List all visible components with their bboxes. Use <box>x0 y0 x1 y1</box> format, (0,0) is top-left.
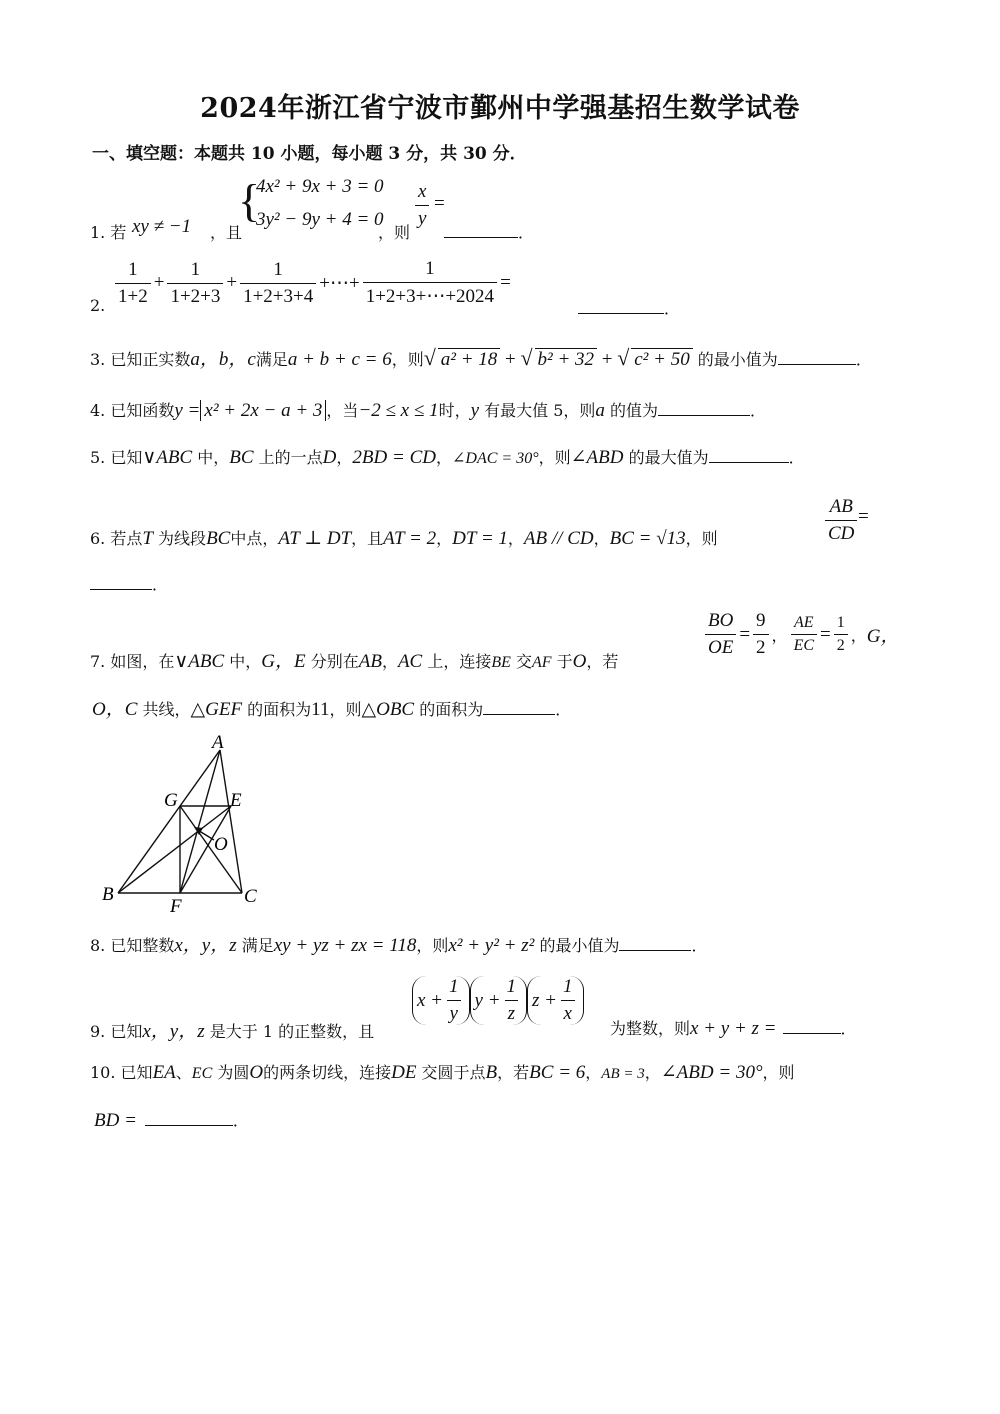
answer-blank[interactable] <box>658 399 750 416</box>
segment-ab <box>118 750 220 893</box>
page-title: 2024年浙江省宁波市鄞州中学强基招生数学试卷 <box>200 93 800 124</box>
answer-blank[interactable] <box>709 446 789 463</box>
segment-gc <box>180 806 242 893</box>
question-4: 4. 已知函数y = x² + 2x − a + 3 ，当−2 ≤ x ≤ 1时，y 有最大值 5，则a 的值为 ． <box>90 400 767 421</box>
label-b: B <box>102 884 114 905</box>
triangle-figure <box>96 728 296 918</box>
answer-blank[interactable] <box>783 1017 841 1034</box>
answer-blank[interactable] <box>778 348 856 365</box>
question-5: 5. 已知∨ABC 中，BC 上的一点D，2BD = CD，∠DAC = 30°，则∠ABD 的最大值为 ． <box>90 447 805 468</box>
question-10-line2: BD = ． <box>94 1110 249 1131</box>
section-heading: 一、填空题：本题共 10 小题，每小题 3 分，共 30 分． <box>92 144 527 164</box>
label-e: E <box>230 790 242 811</box>
question-10: 10. 已知EA、EC 为圆O的两条切线，连接DE 交圆于点B，若BC = 6，AB = 3，∠ABD = 30°，则 <box>90 1062 795 1083</box>
segment-ac <box>220 750 242 893</box>
label-a: A <box>212 732 224 753</box>
answer-blank[interactable] <box>444 221 518 238</box>
answer-blank[interactable] <box>578 297 664 314</box>
question-3: 3. 已知正实数a，b，c满足a + b + c = 6，则√ a² + 18 + √ b² + 32 + √ c² + 50 的最小值为 ． <box>90 344 872 371</box>
segment-af <box>180 750 220 893</box>
answer-blank[interactable] <box>619 934 691 951</box>
exam-page: 2024年浙江省宁波市鄞州中学强基招生数学试卷 一、填空题：本题共 10 小题，每小题 3 分，共 30 分． 1. 若 xy ≠ −1 ，且 { 4x² + 9x + 3 = 0 3y² − 9y + 4 = 0 ，则 $\frac{x}{y}$ = ． 2. $\frac{1}{1+2}$ + $\frac{1}{1+2+3}$ + $\frac{1}{1+2+3+4}$ +⋯+ $\frac{1}{1+2+3+\cdots+2024}$ = ． 3. 已知正实数a，b，c满足a + b + c = 6，则√ a² + 18 + √ b² + 32 + √ c² + 50 的最小值为 ． 4. 已知函数y = x² + 2x − a + 3 ，当−2 ≤ x ≤ 1时，y 有最大值 5，则a 的值为 ． 5. 已知∨ABC 中，BC 上的一点D，2BD = CD，∠DAC = 30°，则∠ABD 的最大值为 ． 6. 若点T 为线段BC中点，AT ⊥ DT，且AT = 2，DT = 1，AB // CD，BC = √13，则 $\frac{AB}{CD}$ = ． 7. 如图，在∨ABC 中，G，E 分别在AB，AC 上，连接BE 交AF 于O，若 $\frac{BO}{OE}$ = $\frac{9}{2}$ ， $\frac{AE}{EC}$ = $\frac{1}{2}$ ， G， O，C 共线，△GEF 的面积为11，则△OBC 的面积为 ． A G E O B C F 8. 已知整数x，y，z 满足xy + yz + zx = 118，则x² + y² + z² 的最小值为 ． 9. 已知x，y，z 是大于 1 的正整数，且 x + $\frac{1}{y}$ y + $\frac{1}{z}$ z + $\frac{1}{x}$ 为整数，则x + y + z = ． 10. 已知EA、EC 为圆O的两条切线，连接DE 交圆于点B，若BC = 6，AB = 3，∠ABD = 30°，则 BD = ． <box>0 0 1000 1414</box>
label-c: C <box>244 886 257 907</box>
label-o: O <box>214 834 228 855</box>
label-g: G <box>164 790 178 811</box>
answer-blank[interactable] <box>145 1109 233 1126</box>
answer-blank[interactable] <box>483 698 555 715</box>
answer-blank[interactable] <box>90 573 152 590</box>
question-8: 8. 已知整数x，y，z 满足xy + yz + zx = 118，则x² + y² + z² 的最小值为 ． <box>90 935 708 956</box>
label-f: F <box>170 896 182 917</box>
